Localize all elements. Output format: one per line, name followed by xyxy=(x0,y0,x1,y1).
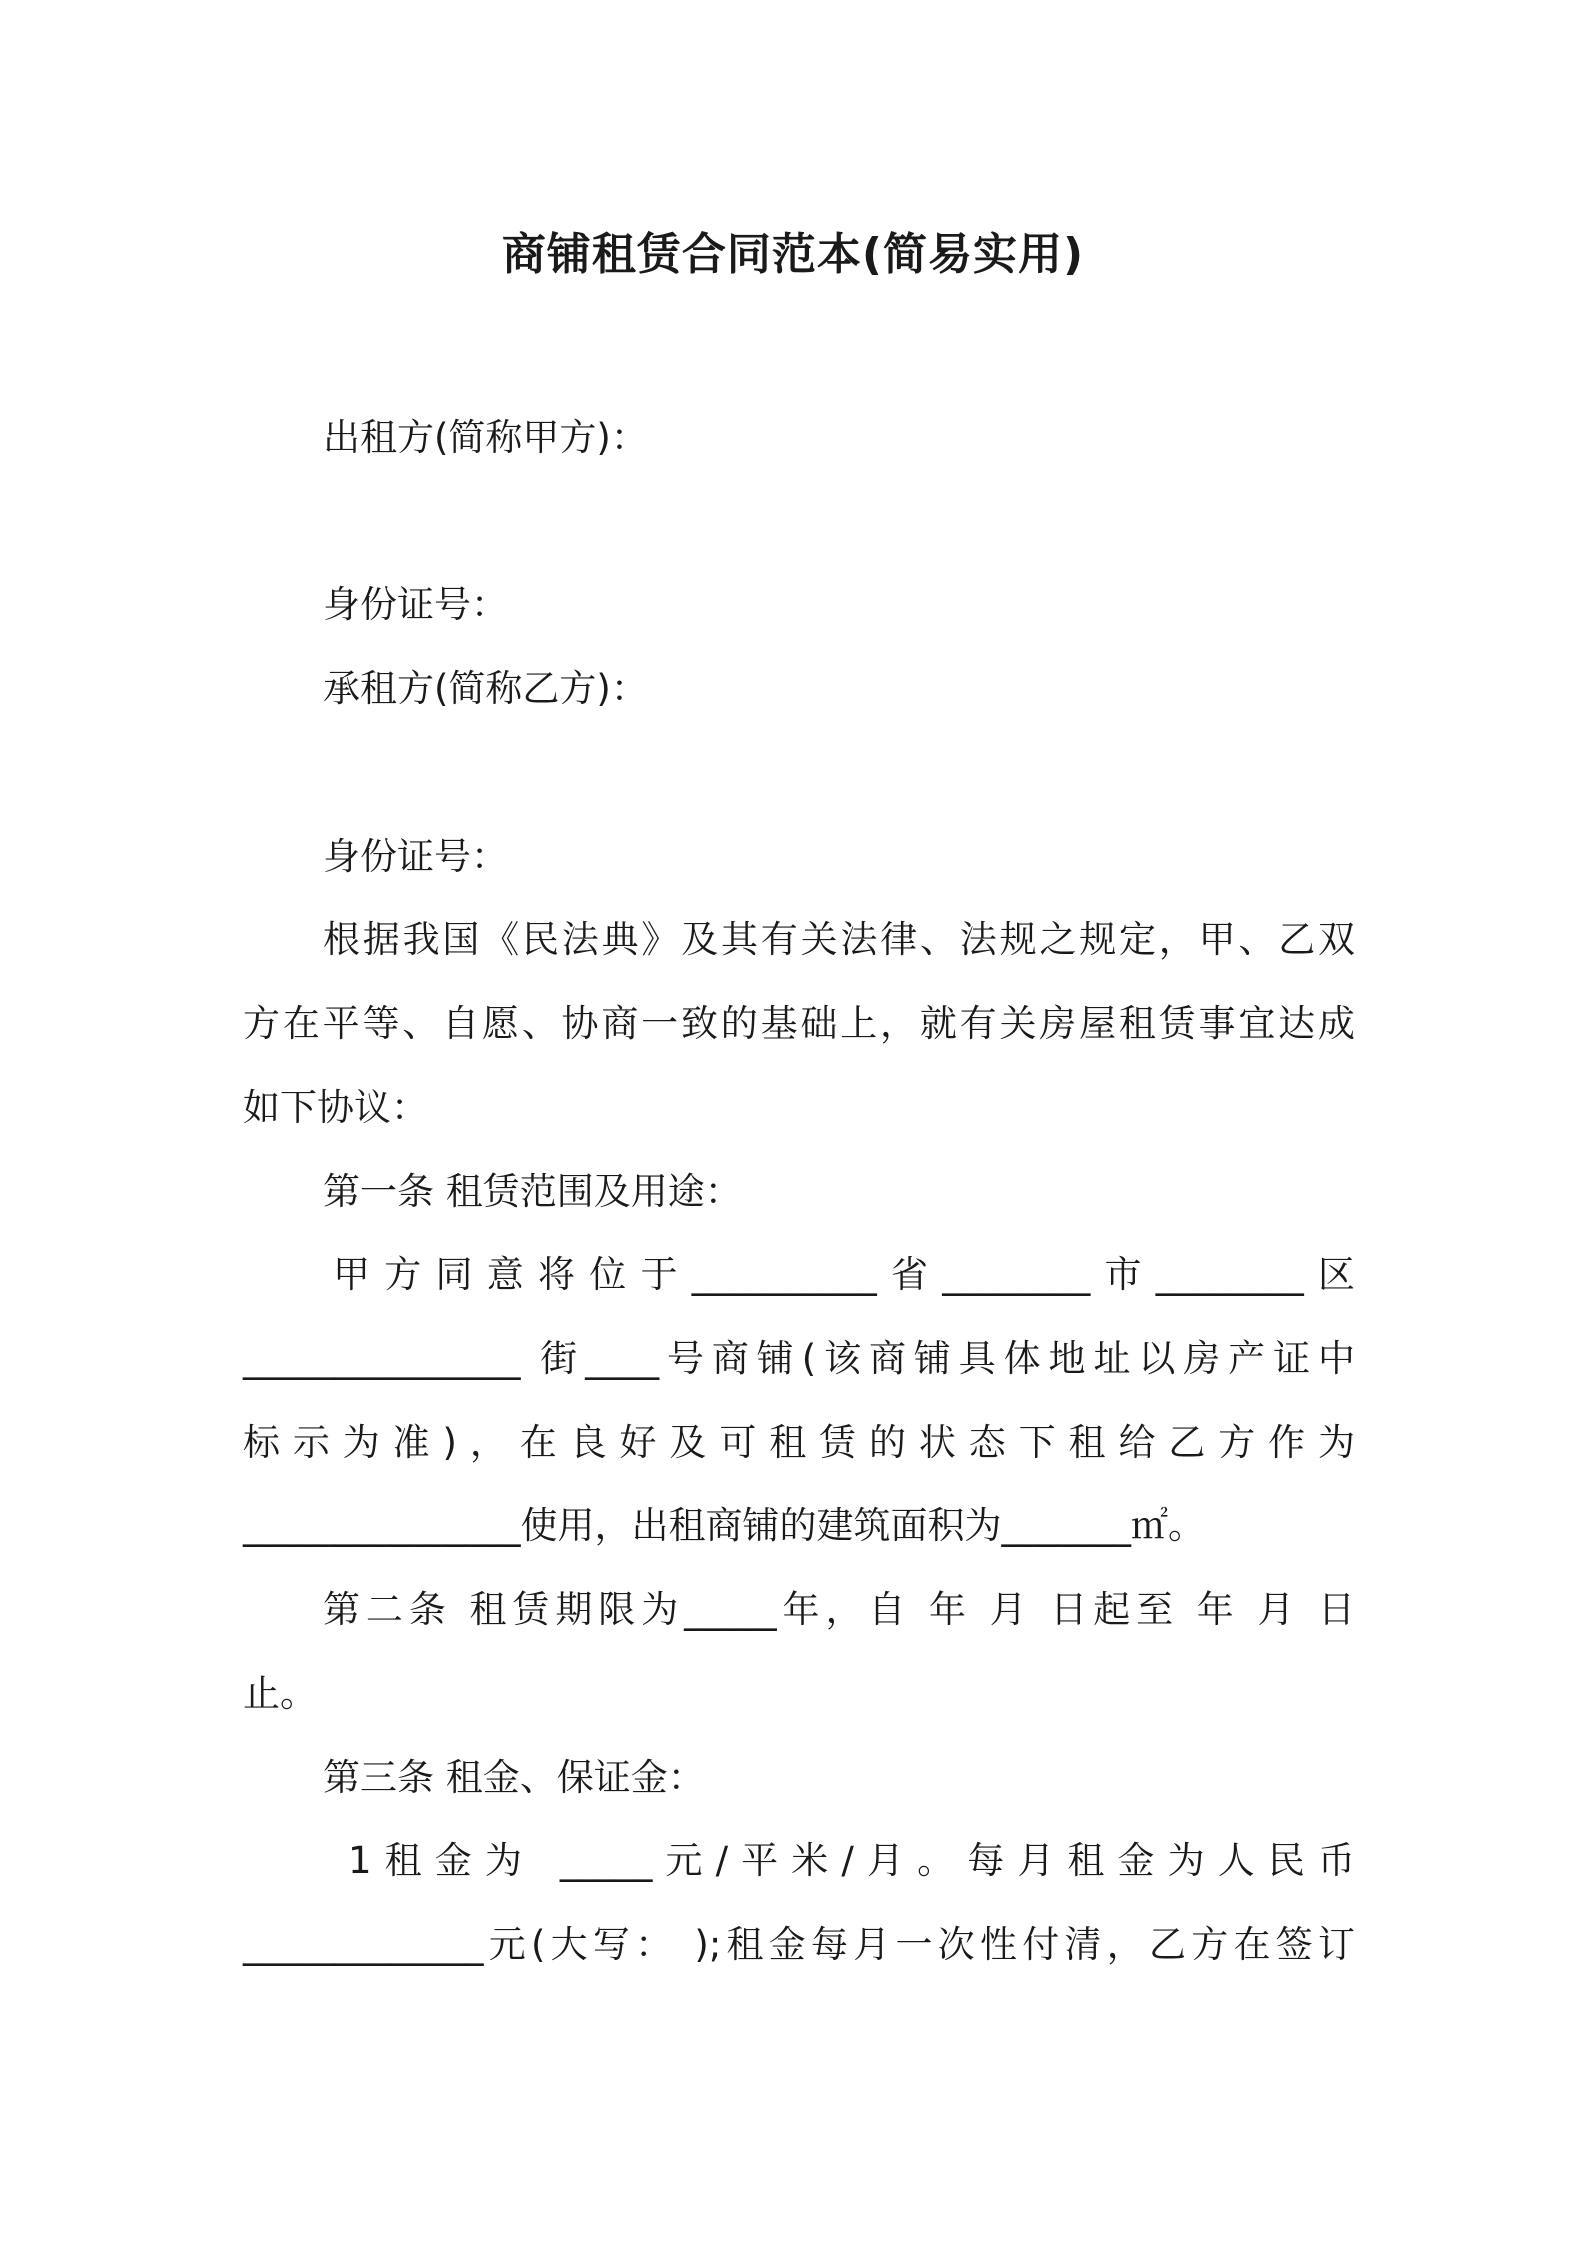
article-1-line-1: 甲方同意将位于__________省________市________区 xyxy=(333,1253,1355,1296)
article-3-heading: 第三条 租金、保证金： xyxy=(323,1756,705,1799)
article-1-heading: 第一条 租赁范围及用途： xyxy=(323,1170,742,1213)
lessor-line: 出租方(简称甲方)： xyxy=(323,416,648,459)
preamble-line-3: 如下协议： xyxy=(243,1086,428,1129)
article-3-line-1: 1租金为 _____元/平米/月。每月租金为人民币 xyxy=(348,1839,1355,1882)
article-1-line-4: _______________使用，出租商铺的建筑面积为_______㎡。 xyxy=(243,1504,1205,1547)
article-3-line-2: _____________元(大写： );租金每月一次性付清，乙方在签订 xyxy=(243,1923,1355,1966)
preamble-line-2: 方在平等、自愿、协商一致的基础上，就有关房屋租赁事宜达成 xyxy=(243,1002,1355,1045)
lessor-id-line: 身份证号： xyxy=(323,583,508,626)
document-title: 商铺租赁合同范本(简易实用) xyxy=(501,229,1085,280)
article-1-line-3: 标示为准)，在良好及可租赁的状态下租给乙方作为 xyxy=(243,1421,1355,1464)
article-2-line-1: 第二条 租赁期限为_____年，自 年 月 日起至 年 月 日 xyxy=(323,1588,1355,1631)
article-2-line-2: 止。 xyxy=(243,1672,317,1715)
preamble-line-1: 根据我国《民法典》及其有关法律、法规之规定，甲、乙双 xyxy=(323,918,1355,961)
lessee-id-line: 身份证号： xyxy=(323,835,508,878)
article-1-line-2: _______________ 街____号商铺(该商铺具体地址以房产证中 xyxy=(243,1337,1355,1380)
lessee-line: 承租方(简称乙方)： xyxy=(323,667,648,710)
